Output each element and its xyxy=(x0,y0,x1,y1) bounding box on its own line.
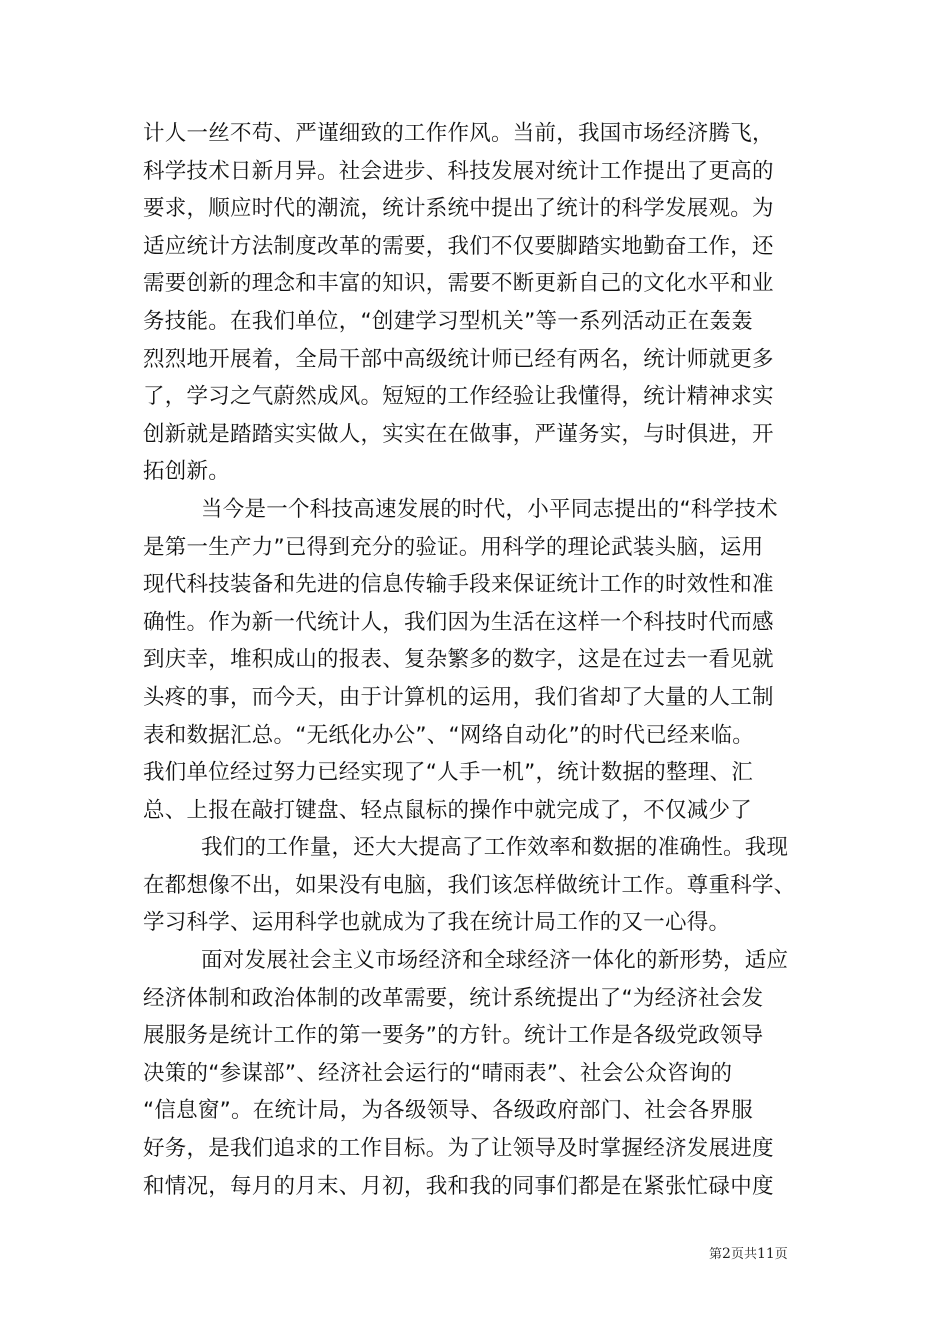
text-line: 决策的“参谋部”、经济社会运行的“晴雨表”、社会公众咨询的 xyxy=(143,1060,733,1086)
footer-suffix: 页 xyxy=(774,1247,788,1262)
body-text xyxy=(143,115,813,1205)
current-page-number: 2 xyxy=(722,1246,731,1262)
paragraph-start-line: 面对发展社会主义市场经济和全球经济一体化的新形势，适应 xyxy=(201,948,789,974)
text-line: “信息窗”。在统计局，为各级领导、各级政府部门、社会各界服 xyxy=(143,1098,754,1124)
text-line: 创新就是踏踏实实做人，实实在在做事，严谨务实，与时俱进，开 xyxy=(143,421,774,447)
text-line: 现代科技装备和先进的信息传输手段来保证统计工作的时效性和准 xyxy=(143,572,774,598)
text-line: 表和数据汇总。“无纸化办公”、“网络自动化”的时代已经来临。 xyxy=(143,722,755,748)
footer-middle: 页共 xyxy=(730,1247,757,1262)
text-line: 好务，是我们追求的工作目标。为了让领导及时掌握经济发展进度 xyxy=(143,1136,774,1162)
text-line: 在都想像不出，如果没有电脑，我们该怎样做统计工作。尊重科学、 xyxy=(143,872,796,898)
text-line: 经济体制和政治体制的改革需要，统计系统提出了“为经济社会发 xyxy=(143,985,764,1011)
text-line: 展服务是统计工作的第一要务”的方针。统计工作是各级党政领导 xyxy=(143,1023,764,1049)
text-line: 务技能。在我们单位，“创建学习型机关”等一系列活动正在轰轰 xyxy=(143,308,754,334)
text-line: 头疼的事，而今天，由于计算机的运用，我们省却了大量的人工制 xyxy=(143,684,774,710)
text-line: 总、上报在敲打键盘、轻点鼠标的操作中就完成了，不仅减少了 xyxy=(143,797,753,823)
footer-prefix: 第 xyxy=(709,1247,723,1262)
paragraph-start-line: 当今是一个科技高速发展的时代，小平同志提出的“科学技术 xyxy=(201,496,778,522)
text-line: 学习科学、运用科学也就成为了我在统计局工作的又一心得。 xyxy=(143,910,731,936)
text-line: 和情况，每月的月末、月初，我和我的同事们都是在紧张忙碌中度 xyxy=(143,1173,774,1199)
text-line: 要求，顺应时代的潮流，统计系统中提出了统计的科学发展观。为 xyxy=(143,196,774,222)
text-line: 科学技术日新月异。社会进步、科技发展对统计工作提出了更高的 xyxy=(143,158,774,184)
paragraph-start-line: 我们的工作量，还大大提高了工作效率和数据的准确性。我现 xyxy=(201,835,789,861)
text-line: 是第一生产力”已得到充分的验证。用科学的理论武装头脑，运用 xyxy=(143,534,764,560)
text-line: 需要创新的理念和丰富的知识，需要不断更新自己的文化水平和业 xyxy=(143,271,774,297)
text-line: 烈烈地开展着，全局干部中高级统计师已经有两名，统计师就更多 xyxy=(143,346,774,372)
text-line: 到庆幸，堆积成山的报表、复杂繁多的数字，这是在过去一看见就 xyxy=(143,647,774,673)
total-page-count: 11 xyxy=(756,1246,775,1262)
text-line: 确性。作为新一代统计人，我们因为生活在这样一个科技时代而感 xyxy=(143,609,774,635)
text-line: 计人一丝不苟、严谨细致的工作作风。当前，我国市场经济腾飞， xyxy=(143,121,774,146)
page-number-footer xyxy=(709,1245,788,1264)
text-line: 我们单位经过努力已经实现了“人手一机”，统计数据的整理、汇 xyxy=(143,760,754,786)
text-line: 适应统计方法制度改革的需要，我们不仅要脚踏实地勤奋工作，还 xyxy=(143,233,774,259)
text-line: 拓创新。 xyxy=(143,459,231,485)
text-line: 了，学习之气蔚然成风。短短的工作经验让我懂得，统计精神求实 xyxy=(143,384,774,410)
